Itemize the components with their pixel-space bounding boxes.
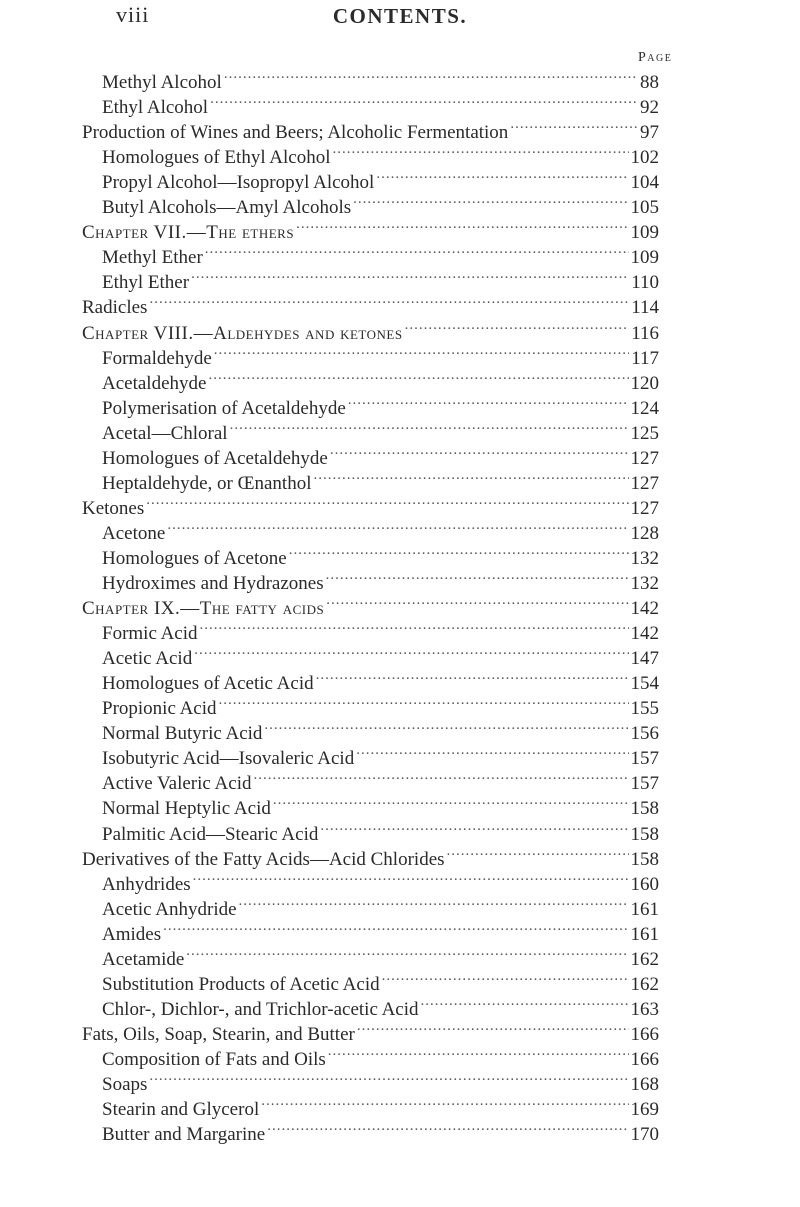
toc-entry-title: Substitution Products of Acetic Acid bbox=[102, 973, 380, 995]
toc-entry bbox=[82, 1018, 659, 1045]
toc-entry bbox=[102, 642, 659, 670]
toc-entry-page: 109 bbox=[630, 222, 659, 244]
page-number: viii bbox=[116, 2, 150, 27]
toc-entry-title: Chlor-, Dichlor-, and Trichlor-acetic Acid bbox=[102, 998, 419, 1020]
toc-entry-title: Stearin and Glycerol bbox=[102, 1099, 260, 1121]
running-head: CONTENTS. bbox=[332, 4, 468, 28]
toc-entry bbox=[102, 567, 659, 594]
toc-entry-page: 104 bbox=[630, 172, 659, 194]
toc-entry-title: Formic Acid bbox=[102, 623, 198, 645]
toc-entry-title: Production of Wines and Beers; Alcoholic Fermentation bbox=[82, 122, 509, 144]
toc-entry bbox=[102, 467, 659, 494]
toc-entry-page: 132 bbox=[630, 573, 659, 594]
toc-entry bbox=[102, 818, 659, 845]
leader-dots bbox=[405, 317, 630, 339]
toc-entry-title: Chapter VII.—The ethers bbox=[82, 222, 295, 244]
toc-entry-page: 162 bbox=[630, 948, 659, 970]
leader-dots bbox=[313, 467, 628, 489]
toc-entry-page: 155 bbox=[630, 698, 659, 720]
toc-entry bbox=[82, 492, 659, 519]
toc-entry bbox=[102, 717, 659, 745]
toc-entry-page: 92 bbox=[640, 97, 659, 119]
toc-entry-title: Acetic Acid bbox=[102, 648, 193, 670]
leader-dots bbox=[208, 367, 628, 389]
toc-entry-page: 109 bbox=[630, 247, 659, 269]
toc-entry-page: 157 bbox=[630, 748, 659, 770]
toc-entry-page: 156 bbox=[630, 723, 659, 745]
toc-entry-page: 124 bbox=[630, 397, 659, 419]
leader-dots bbox=[191, 266, 629, 288]
toc-entry-page: 120 bbox=[630, 372, 659, 394]
leader-dots bbox=[261, 1093, 628, 1115]
toc-entry bbox=[102, 266, 659, 294]
toc-entry-title: Normal Heptylic Acid bbox=[102, 798, 271, 820]
toc-entry-title: Homologues of Ethyl Alcohol bbox=[102, 147, 331, 169]
toc-entry-page: 158 bbox=[630, 798, 659, 820]
toc-entry-page: 117 bbox=[631, 347, 659, 369]
leader-dots bbox=[239, 893, 629, 915]
leader-dots bbox=[186, 943, 628, 965]
leader-dots bbox=[219, 692, 629, 714]
leader-dots bbox=[296, 216, 628, 238]
leader-dots bbox=[357, 1018, 629, 1040]
toc-entry-title: Propyl Alcohol—Isopropyl Alcohol bbox=[102, 172, 375, 194]
toc-entry-title: Ethyl Alcohol bbox=[102, 97, 209, 119]
toc-entry-page: 158 bbox=[630, 823, 659, 845]
leader-dots bbox=[421, 993, 629, 1015]
toc-entry-title: Hydroximes and Hydrazones bbox=[102, 573, 324, 594]
toc-entry bbox=[102, 918, 659, 945]
toc-entry bbox=[102, 517, 659, 544]
toc-entry-page: 163 bbox=[630, 998, 659, 1020]
toc-entry-page: 88 bbox=[640, 72, 659, 93]
leader-dots bbox=[356, 742, 628, 764]
toc-entry bbox=[102, 968, 659, 995]
toc-entry-title: Acetamide bbox=[102, 948, 185, 970]
toc-entry-title: Composition of Fats and Oils bbox=[102, 1048, 326, 1070]
toc-entry-title: Derivatives of the Fatty Acids—Acid Chlorides bbox=[82, 848, 445, 870]
toc-entry-title: Heptaldehyde, or Œnanthol bbox=[102, 472, 312, 494]
leader-dots bbox=[167, 517, 628, 539]
toc-entry bbox=[102, 166, 659, 194]
toc-entry bbox=[102, 617, 659, 645]
leader-dots bbox=[353, 191, 628, 213]
leader-dots bbox=[149, 291, 629, 313]
leader-dots bbox=[264, 717, 628, 739]
toc-entry-title: Methyl Alcohol bbox=[102, 72, 222, 93]
leader-dots bbox=[376, 166, 628, 188]
leader-dots bbox=[205, 241, 629, 263]
leader-dots bbox=[146, 492, 628, 514]
toc-entry bbox=[102, 66, 659, 93]
toc-entry-title: Fats, Oils, Soap, Stearin, and Butter bbox=[82, 1023, 355, 1045]
toc-entry-page: 127 bbox=[630, 497, 659, 519]
toc-entry-title: Acetal—Chloral bbox=[102, 422, 228, 444]
toc-entry-page: 147 bbox=[630, 648, 659, 670]
toc-entry bbox=[102, 367, 659, 394]
toc-entry-page: 127 bbox=[630, 447, 659, 469]
leader-dots bbox=[224, 66, 638, 88]
toc-entry bbox=[102, 1043, 659, 1070]
toc-entry bbox=[82, 843, 659, 870]
toc-entry-title: Soaps bbox=[102, 1074, 148, 1095]
leader-dots bbox=[328, 1043, 629, 1065]
toc-entry bbox=[82, 291, 659, 319]
toc-entry-page: 169 bbox=[630, 1099, 659, 1121]
toc-entry-title: Radicles bbox=[82, 297, 148, 319]
toc-entry-page: 158 bbox=[630, 848, 659, 870]
chapter-heading bbox=[82, 216, 659, 244]
toc-entry bbox=[102, 1093, 659, 1121]
toc-entry-title: Acetaldehyde bbox=[102, 372, 207, 394]
toc-entry bbox=[102, 667, 659, 695]
toc-entry-title: Palmitic Acid—Stearic Acid bbox=[102, 823, 319, 845]
toc-entry-title: Ethyl Ether bbox=[102, 272, 190, 294]
toc-entry bbox=[102, 141, 659, 169]
toc-entry-title: Butyl Alcohols—Amyl Alcohols bbox=[102, 197, 352, 219]
page-column-label: Page bbox=[638, 50, 673, 65]
toc-entry-title: Chapter IX.—The fatty acids bbox=[82, 598, 325, 620]
leader-dots bbox=[333, 141, 629, 163]
leader-dots bbox=[230, 417, 629, 439]
leader-dots bbox=[193, 868, 629, 890]
leader-dots bbox=[163, 918, 628, 940]
toc-entry-title: Homologues of Acetaldehyde bbox=[102, 447, 328, 469]
toc-entry-page: 127 bbox=[630, 472, 659, 494]
toc-entry bbox=[102, 91, 659, 119]
toc-entry-page: 162 bbox=[630, 973, 659, 995]
toc-entry-page: 161 bbox=[630, 898, 659, 920]
toc-entry bbox=[102, 943, 659, 970]
leader-dots bbox=[382, 968, 629, 990]
leader-dots bbox=[326, 592, 628, 614]
toc-entry-page: 97 bbox=[640, 122, 659, 144]
toc-entry-page: 166 bbox=[630, 1023, 659, 1045]
toc-entry bbox=[102, 993, 659, 1020]
toc-entry bbox=[82, 116, 659, 144]
toc-entry bbox=[102, 1118, 659, 1146]
toc-entry-title: Amides bbox=[102, 923, 162, 945]
toc-entry-page: 102 bbox=[630, 147, 659, 169]
toc-entry-page: 166 bbox=[630, 1048, 659, 1070]
toc-entry-page: 110 bbox=[631, 272, 659, 294]
leader-dots bbox=[316, 667, 629, 689]
leader-dots bbox=[320, 818, 628, 840]
toc-entry bbox=[102, 342, 659, 369]
toc-entry bbox=[102, 392, 659, 419]
leader-dots bbox=[447, 843, 629, 865]
toc-entry-page: 114 bbox=[631, 297, 659, 319]
toc-entry bbox=[102, 241, 659, 269]
toc-entry-title: Isobutyric Acid—Isovaleric Acid bbox=[102, 748, 355, 770]
leader-dots bbox=[348, 392, 629, 414]
toc-entry-page: 161 bbox=[630, 923, 659, 945]
leader-dots bbox=[267, 1118, 628, 1140]
toc-entry-page: 142 bbox=[630, 598, 659, 620]
leader-dots bbox=[214, 342, 629, 364]
leader-dots bbox=[200, 617, 629, 639]
toc-entry-title: Formaldehyde bbox=[102, 347, 212, 369]
toc-entry-title: Active Valeric Acid bbox=[102, 773, 252, 795]
toc-entry bbox=[102, 191, 659, 219]
leader-dots bbox=[194, 642, 628, 664]
toc-entry bbox=[102, 692, 659, 720]
toc-entry bbox=[102, 742, 659, 770]
toc-entry-page: 105 bbox=[630, 197, 659, 219]
leader-dots bbox=[326, 567, 629, 589]
toc-entry-title: Normal Butyric Acid bbox=[102, 723, 263, 745]
toc-entry-title: Methyl Ether bbox=[102, 247, 203, 269]
toc-entry-page: 128 bbox=[630, 522, 659, 544]
toc-entry bbox=[102, 767, 659, 795]
toc-entry bbox=[102, 792, 659, 820]
leader-dots bbox=[210, 91, 638, 113]
toc-entry bbox=[102, 542, 659, 569]
leader-dots bbox=[254, 767, 629, 789]
toc-entry-title: Propionic Acid bbox=[102, 698, 217, 720]
toc-entry-title: Butter and Margarine bbox=[102, 1124, 266, 1146]
leader-dots bbox=[289, 542, 629, 564]
toc-entry-page: 170 bbox=[630, 1124, 659, 1146]
toc-entry bbox=[102, 417, 659, 444]
toc-entry-title: Homologues of Acetic Acid bbox=[102, 673, 314, 695]
toc-entry-page: 154 bbox=[630, 673, 659, 695]
toc-entry-title: Anhydrides bbox=[102, 873, 191, 895]
toc-entry-title: Homologues of Acetone bbox=[102, 547, 287, 569]
toc-entry-page: 132 bbox=[630, 547, 659, 569]
toc-entry-page: 125 bbox=[630, 422, 659, 444]
toc-entry-title: Acetone bbox=[102, 522, 166, 544]
toc-entry-title: Chapter VIII.—Aldehydes and ketones bbox=[82, 322, 403, 344]
toc-entry bbox=[102, 442, 659, 469]
chapter-heading bbox=[82, 317, 659, 344]
toc-entry-page: 142 bbox=[630, 623, 659, 645]
leader-dots bbox=[273, 792, 629, 814]
toc-entry bbox=[102, 1068, 659, 1095]
leader-dots bbox=[510, 116, 638, 138]
toc-entry-page: 168 bbox=[630, 1074, 659, 1095]
toc-entry bbox=[102, 868, 659, 895]
leader-dots bbox=[149, 1068, 628, 1090]
leader-dots bbox=[330, 442, 629, 464]
toc-entry-title: Acetic Anhydride bbox=[102, 898, 237, 920]
toc-entry-title: Ketones bbox=[82, 497, 145, 519]
toc-entry bbox=[102, 893, 659, 920]
toc-entry-page: 157 bbox=[630, 773, 659, 795]
toc-entry-title: Polymerisation of Acetaldehyde bbox=[102, 397, 346, 419]
toc-entry-page: 116 bbox=[631, 322, 659, 344]
toc-entry-page: 160 bbox=[630, 873, 659, 895]
chapter-heading bbox=[82, 592, 659, 620]
